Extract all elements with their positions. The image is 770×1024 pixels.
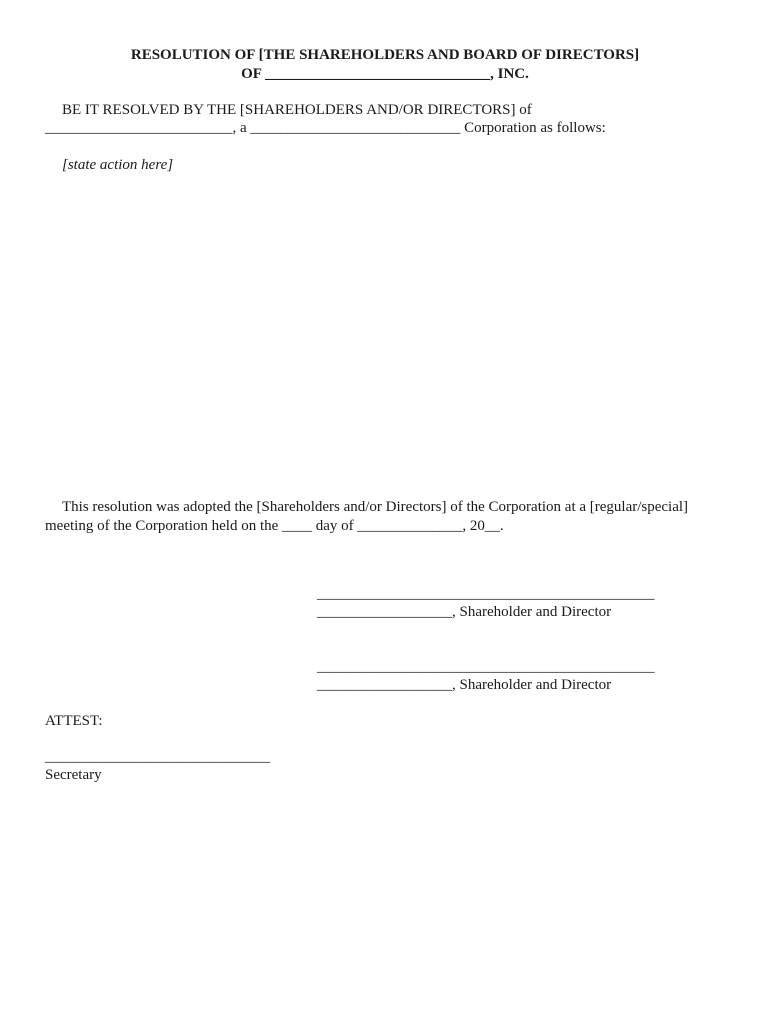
signature-rule-1: _____________________________________________ <box>317 586 655 602</box>
signature-label-1: __________________, Shareholder and Director <box>317 604 612 620</box>
resolved-clause-line-2: _________________________, a ____________________________ Corporation as follows: <box>45 120 606 136</box>
signature-label-2: __________________, Shareholder and Director <box>317 677 612 693</box>
attest-label: ATTEST: <box>45 713 103 729</box>
resolved-clause-line-1: BE IT RESOLVED BY THE [SHAREHOLDERS AND/OR DIRECTORS] of <box>62 102 532 118</box>
secretary-label: Secretary <box>45 767 102 783</box>
state-action-placeholder: [state action here] <box>62 157 174 173</box>
adoption-clause-line-2: meeting of the Corporation held on the ____ day of ______________, 20__. <box>45 518 504 534</box>
adoption-clause-line-1: This resolution was adopted the [Shareholders and/or Directors] of the Corporation at a [regular/special] <box>62 499 689 515</box>
secretary-signature-rule: ______________________________ <box>45 749 270 765</box>
document-title-line-1: RESOLUTION OF [THE SHAREHOLDERS AND BOARD OF DIRECTORS] <box>130 47 640 63</box>
document-title-line-2: OF ______________________________, INC. <box>241 66 529 82</box>
signature-rule-2: _____________________________________________ <box>317 659 655 675</box>
